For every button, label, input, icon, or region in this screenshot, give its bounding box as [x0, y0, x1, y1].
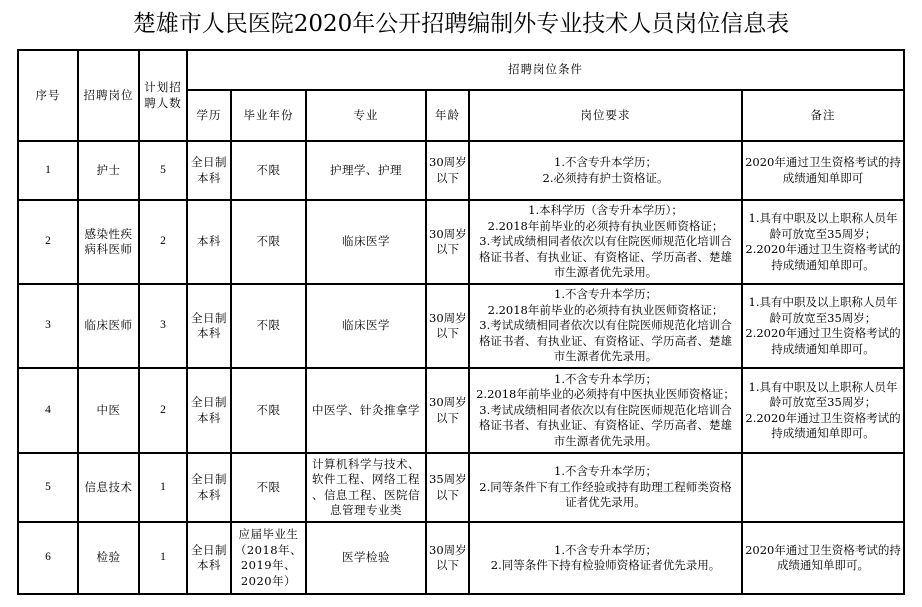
- cell-text-line: 本科: [197, 234, 221, 249]
- cell-text-line: 感染性疾: [84, 226, 133, 241]
- cell-text-line: 软件工程、网络工程: [312, 472, 420, 486]
- cell-text-line: 1.不含专升本学历；: [554, 287, 657, 302]
- cell-text-line: 成绩通知单即可: [782, 170, 864, 185]
- cell-text-line: 本科: [197, 487, 221, 502]
- cell-text-line: 2.2018年前毕业的必须持有执业医师资格证；: [487, 302, 724, 317]
- table-row: [18, 200, 904, 284]
- cell-text-line: 2.2020年通过卫生资格考试的: [745, 242, 901, 256]
- cell-planned-count: 3: [139, 284, 187, 368]
- cell-remarks: [742, 522, 904, 594]
- cell-text-line: 2.同等条件下持有检验师资格证者优先录用。: [490, 558, 721, 572]
- cell-text-line: 3.考试成绩相同者依次以有住院医师规范化培训合: [479, 402, 732, 417]
- cell-text-line: 格证书者、有执业证、有资格证、学历高者、楚雄: [479, 333, 732, 348]
- cell-text-line: 护士: [96, 162, 121, 177]
- cell-text-line: 、信息工程、医院信: [312, 487, 420, 502]
- cell-text-line: 信息技术: [84, 479, 133, 494]
- document-title: 楚雄市人民医院2020年公开招聘编制外专业技术人员岗位信息表: [132, 11, 790, 37]
- cell-text-line: 市生源者优先录用。: [553, 265, 658, 280]
- cell-planned-count: 1: [139, 522, 187, 594]
- cell-education: [187, 141, 231, 200]
- cell-text-line: 1.不含专升本学历；: [554, 464, 657, 479]
- cell-text-line: 持成绩通知单即可。: [771, 257, 875, 272]
- cell-text-line: 临床医师: [84, 318, 133, 333]
- cell-text-line: 2.2020年通过卫生资格考试的: [745, 326, 901, 340]
- header-education: 学历: [187, 90, 231, 141]
- cell-position: [78, 284, 139, 368]
- header-grad-year: 毕业年份: [231, 90, 306, 141]
- cell-age: [426, 368, 469, 453]
- cell-seq: 4: [18, 368, 78, 453]
- cell-planned-count: 2: [139, 200, 187, 284]
- cell-text-line: 护理学、护理: [330, 162, 402, 177]
- cell-text-line: 中医: [96, 402, 121, 417]
- cell-planned-count: 5: [139, 141, 187, 200]
- cell-requirements: [469, 453, 742, 522]
- cell-position: [78, 200, 139, 284]
- cell-text-line: 2.必须持有护士资格证。: [542, 170, 669, 185]
- header-remarks: 备注: [742, 90, 904, 141]
- cell-text-line: 1.不含专升本学历；: [554, 155, 657, 169]
- cell-text-line: 不限: [256, 318, 281, 333]
- cell-age: [426, 284, 469, 368]
- cell-position: [78, 522, 139, 594]
- header-planned-count: 计划招 聘人数: [139, 50, 187, 141]
- cell-text-line: 不限: [256, 479, 281, 494]
- cell-grad-year: [231, 200, 306, 284]
- cell-position: [78, 453, 139, 522]
- cell-text-line: 临床医学: [342, 234, 390, 249]
- header-seq: 序号: [18, 50, 78, 141]
- cell-text-line: 1.具有中职及以上职称人员年: [748, 211, 898, 225]
- cell-text-line: 不限: [256, 402, 281, 417]
- cell-grad-year: [231, 368, 306, 453]
- header-conditions-group: 招聘岗位条件: [187, 50, 904, 90]
- cell-age: [426, 141, 469, 200]
- cell-major: [306, 453, 426, 522]
- cell-text-line: 1.本科学历（含专升本学历）；: [528, 203, 683, 218]
- cell-text-line: 病科医师: [84, 242, 133, 256]
- cell-grad-year: [231, 141, 306, 200]
- cell-text-line: 持成绩通知单即可。: [771, 341, 875, 356]
- cell-text-line: 本科: [197, 326, 221, 340]
- table-row: [18, 284, 904, 368]
- cell-remarks: [742, 284, 904, 368]
- cell-text-line: 本科: [197, 170, 221, 185]
- cell-text-line: 3.考试成绩相同者依次以有住院医师规范化培训合: [479, 234, 732, 249]
- cell-text-line: 格证书者、有执业证、有资格证、学历高者、楚雄: [479, 249, 732, 264]
- cell-text-line: 龄可放宽至35周岁；: [769, 395, 877, 409]
- cell-text-line: 2.同等条件下有工作经验或持有助理工程师类资格: [479, 479, 732, 494]
- cell-requirements: [469, 141, 742, 200]
- cell-text-line: 全日制: [191, 155, 227, 169]
- cell-education: [187, 284, 231, 368]
- table-row: [18, 453, 904, 522]
- cell-age: [426, 200, 469, 284]
- cell-major: [306, 141, 426, 200]
- cell-text-line: 息管理专业类: [330, 503, 402, 517]
- cell-major: [306, 200, 426, 284]
- cell-text-line: 以下: [436, 242, 459, 256]
- header-major: 专业: [306, 90, 426, 141]
- cell-text-line: 2.2018年前毕业的必须持有执业医师资格证；: [487, 218, 724, 233]
- cell-text-line: 以下: [436, 326, 459, 340]
- cell-text-line: 全日制: [191, 395, 227, 409]
- cell-text-line: 2020年通过卫生资格考试的持: [745, 542, 901, 557]
- cell-text-line: 中医学、针灸推拿学: [312, 402, 420, 417]
- cell-requirements: [469, 522, 742, 594]
- cell-text-line: 计算机科学与技术、: [312, 456, 420, 471]
- cell-education: [187, 200, 231, 284]
- cell-text-line: 35周岁: [429, 472, 467, 486]
- cell-education: [187, 368, 231, 453]
- cell-text-line: 全日制: [191, 542, 227, 557]
- cell-text-line: 本科: [197, 558, 221, 572]
- cell-text-line: 临床医学: [342, 318, 390, 333]
- cell-seq: 6: [18, 522, 78, 594]
- cell-major: [306, 284, 426, 368]
- cell-major: [306, 368, 426, 453]
- cell-text-line: 2019年、: [240, 558, 297, 572]
- cell-position: [78, 141, 139, 200]
- cell-text-line: 市生源者优先录用。: [553, 433, 658, 448]
- cell-text-line: 格证书者、有执业证、有资格证、学历高者、楚雄: [479, 418, 732, 433]
- table-row: [18, 368, 904, 453]
- cell-seq: 1: [18, 141, 78, 200]
- cell-text-line: 1.具有中职及以上职称人员年: [748, 379, 898, 394]
- cell-text-line: 2.2020年通过卫生资格考试的: [745, 410, 901, 425]
- cell-text-line: 3.考试成绩相同者依次以有住院医师规范化培训合: [479, 318, 732, 333]
- cell-text-line: 全日制: [191, 310, 227, 325]
- cell-text-line: 1.具有中职及以上职称人员年: [748, 295, 898, 309]
- cell-text-line: 不限: [256, 234, 281, 249]
- cell-text-line: 30周岁: [429, 155, 467, 169]
- cell-text-line: 成绩通知单即可。: [777, 558, 869, 572]
- cell-grad-year: [231, 522, 306, 594]
- cell-text-line: 30周岁: [429, 226, 467, 241]
- cell-text-line: 全日制: [191, 472, 227, 486]
- cell-text-line: 以下: [436, 410, 459, 425]
- table-row: [18, 141, 904, 200]
- cell-remarks: [742, 368, 904, 453]
- cell-text-line: 以下: [436, 170, 459, 185]
- cell-text-line: 龄可放宽至35周岁；: [769, 226, 877, 241]
- cell-education: [187, 522, 231, 594]
- cell-text-line: （2018年、: [234, 542, 303, 557]
- position-info-table: [17, 49, 905, 595]
- cell-text-line: 医学检验: [342, 550, 390, 565]
- cell-text-line: 市生源者优先录用。: [553, 349, 658, 364]
- cell-requirements: [469, 368, 742, 453]
- header-requirements: 岗位要求: [469, 90, 742, 141]
- cell-grad-year: [231, 453, 306, 522]
- cell-remarks: [742, 141, 904, 200]
- cell-planned-count: 2: [139, 368, 187, 453]
- cell-text-line: 2020年）: [240, 573, 297, 588]
- table-row: [18, 522, 904, 594]
- cell-age: [426, 453, 469, 522]
- cell-seq: 2: [18, 200, 78, 284]
- cell-text-line: 以下: [436, 558, 459, 572]
- cell-text-line: 本科: [197, 410, 221, 425]
- cell-text-line: 检验: [96, 550, 121, 565]
- cell-education: [187, 453, 231, 522]
- cell-text-line: 龄可放宽至35周岁；: [769, 310, 877, 325]
- cell-text-line: 30周岁: [429, 395, 467, 409]
- cell-text-line: 1.不含专升本学历；: [554, 542, 657, 557]
- cell-text-line: 2.2018年前毕业的必须持有中医执业医师资格证；: [476, 387, 735, 402]
- cell-text-line: 应届毕业生: [238, 527, 299, 541]
- cell-major: [306, 522, 426, 594]
- cell-planned-count: 1: [139, 453, 187, 522]
- cell-requirements: [469, 200, 742, 284]
- cell-text-line: 2020年通过卫生资格考试的持: [745, 155, 901, 169]
- cell-text-line: 持成绩通知单即可。: [771, 426, 875, 440]
- cell-position: [78, 368, 139, 453]
- cell-remarks: [742, 453, 904, 522]
- header-age: 年龄: [426, 90, 469, 141]
- cell-text-line: 证者优先录用。: [565, 495, 646, 510]
- cell-text-line: 不限: [256, 162, 281, 177]
- cell-age: [426, 522, 469, 594]
- header-position: 招聘岗位: [78, 50, 139, 141]
- cell-remarks: [742, 200, 904, 284]
- cell-text-line: 以下: [436, 487, 459, 502]
- cell-seq: 5: [18, 453, 78, 522]
- cell-text-line: 30周岁: [429, 310, 467, 325]
- cell-seq: 3: [18, 284, 78, 368]
- cell-requirements: [469, 284, 742, 368]
- cell-grad-year: [231, 284, 306, 368]
- cell-text-line: 30周岁: [429, 542, 467, 557]
- cell-text-line: 1.不含专升本学历；: [554, 371, 657, 386]
